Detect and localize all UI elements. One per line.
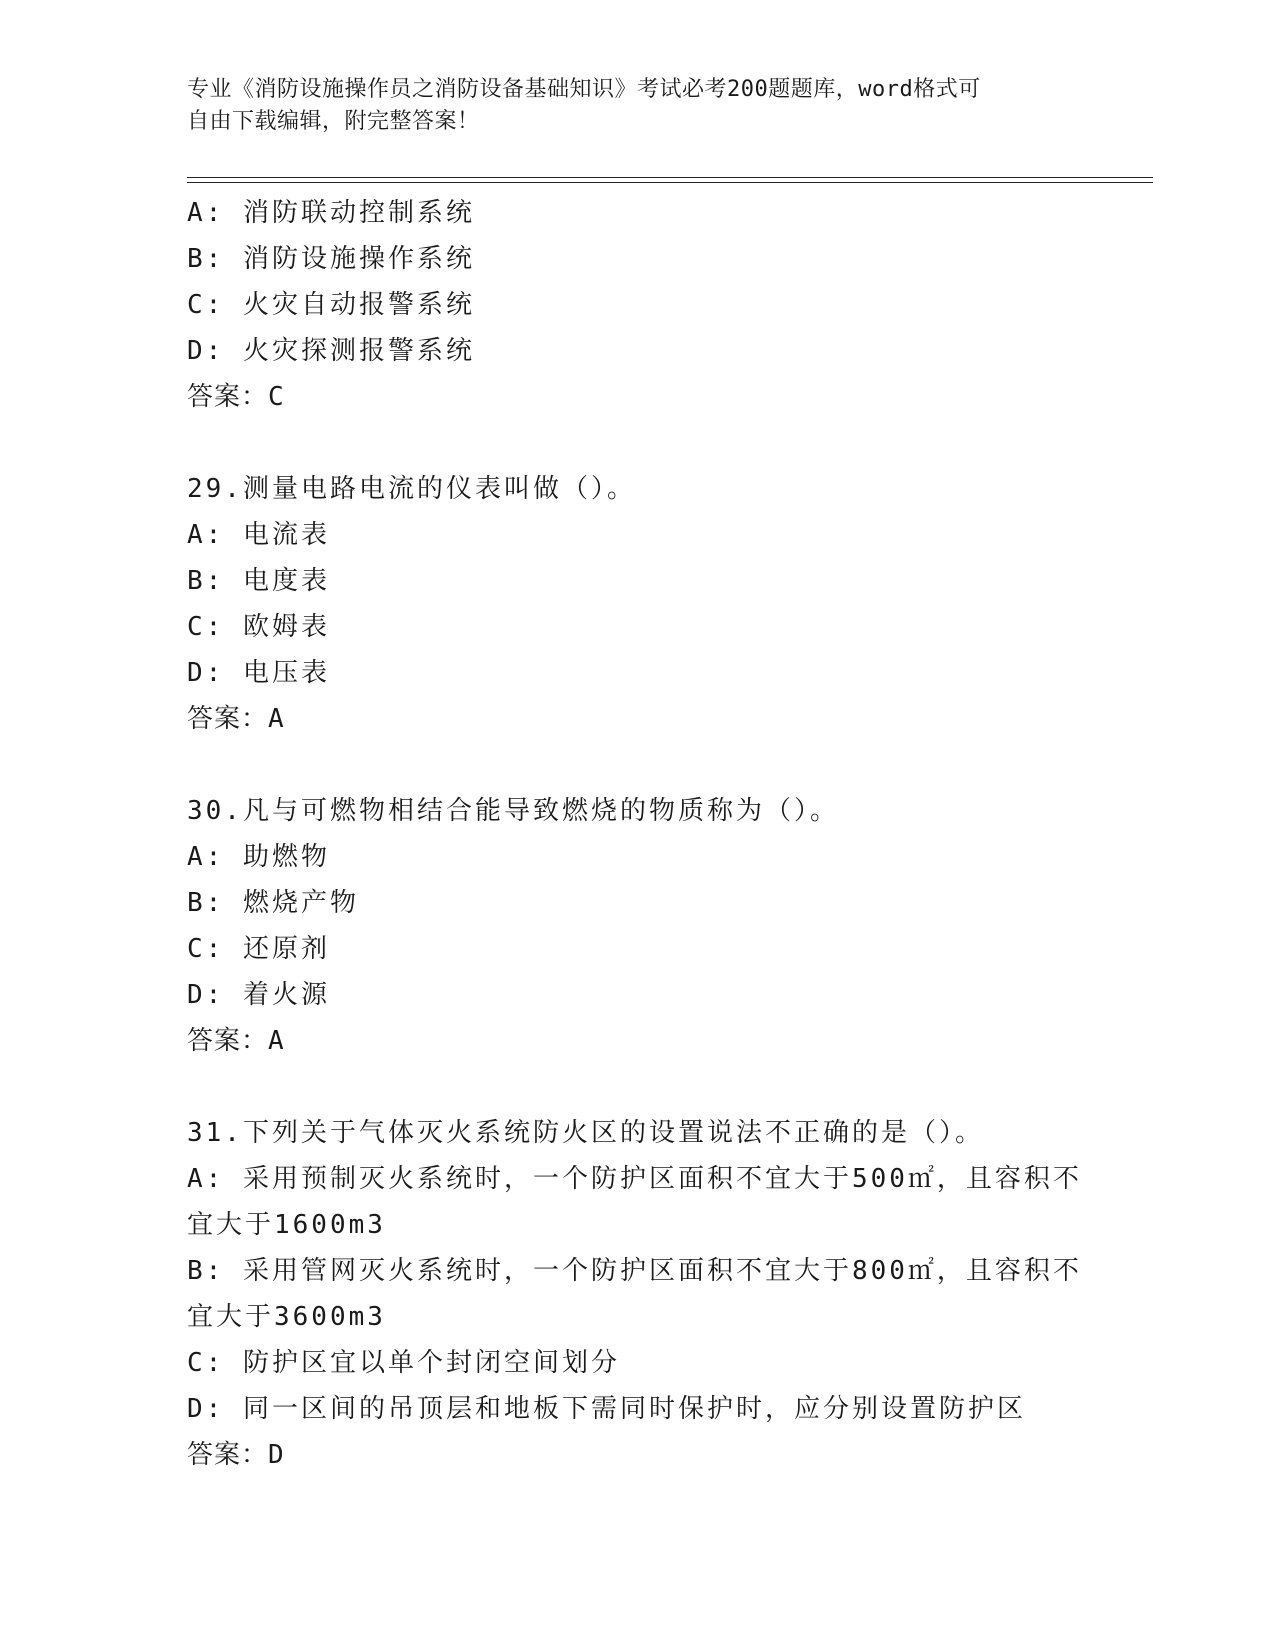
q31-option-a: A: 采用预制灭火系统时，一个防护区面积不宜大于500㎡，且容积不 [187, 1164, 1082, 1194]
q29-option-d: D: 电压表 [187, 658, 330, 688]
question-31-block [187, 1110, 1087, 1478]
q30-option-a: A: 助燃物 [187, 842, 330, 872]
spacer [187, 1064, 1087, 1110]
q29-option-c: C: 欧姆表 [187, 612, 330, 642]
q30-question: 30.凡与可燃物相结合能导致燃烧的物质称为（）。 [187, 796, 839, 826]
q31-option-c: C: 防护区宜以单个封闭空间划分 [187, 1348, 620, 1378]
q31-option-d: D: 同一区间的吊顶层和地板下需同时保护时，应分别设置防护区 [187, 1394, 1026, 1424]
q31-option-a-cont: 宜大于1600m3 [187, 1210, 386, 1240]
question-list [187, 190, 1087, 1478]
q29-answer: 答案：A [187, 704, 285, 734]
header-divider-bottom [187, 182, 1153, 183]
q30-option-c: C: 还原剂 [187, 934, 330, 964]
header-divider-top [187, 177, 1153, 178]
q29-option-a: A: 电流表 [187, 520, 330, 550]
q29-option-b: B: 电度表 [187, 566, 330, 596]
q29-question: 29.测量电路电流的仪表叫做（）。 [187, 474, 636, 504]
question-30-block [187, 788, 1087, 1064]
question-29-block [187, 466, 1087, 742]
q28-answer: 答案：C [187, 382, 285, 412]
q31-option-b: B: 采用管网灭火系统时，一个防护区面积不宜大于800㎡，且容积不 [187, 1256, 1082, 1286]
q30-option-d: D: 着火源 [187, 980, 330, 1010]
q28-option-a: A: 消防联动控制系统 [187, 198, 475, 228]
q28-option-b: B: 消防设施操作系统 [187, 244, 475, 274]
question-28-block [187, 190, 1087, 420]
header-line-2: 自由下载编辑，附完整答案！ [187, 109, 480, 134]
q30-option-b: B: 燃烧产物 [187, 888, 359, 918]
q30-answer: 答案：A [187, 1026, 285, 1056]
q28-option-c: C: 火灾自动报警系统 [187, 290, 475, 320]
q28-option-d: D: 火灾探测报警系统 [187, 336, 475, 366]
header-line-1: 专业《消防设施操作员之消防设备基础知识》考试必考200题题库，word格式可 [187, 77, 981, 102]
spacer [187, 420, 1087, 466]
q31-answer: 答案：D [187, 1440, 285, 1470]
q31-option-b-cont: 宜大于3600m3 [187, 1302, 386, 1332]
document-header [187, 74, 1077, 138]
spacer [187, 742, 1087, 788]
q31-question: 31.下列关于气体灭火系统防火区的设置说法不正确的是（）。 [187, 1118, 984, 1148]
